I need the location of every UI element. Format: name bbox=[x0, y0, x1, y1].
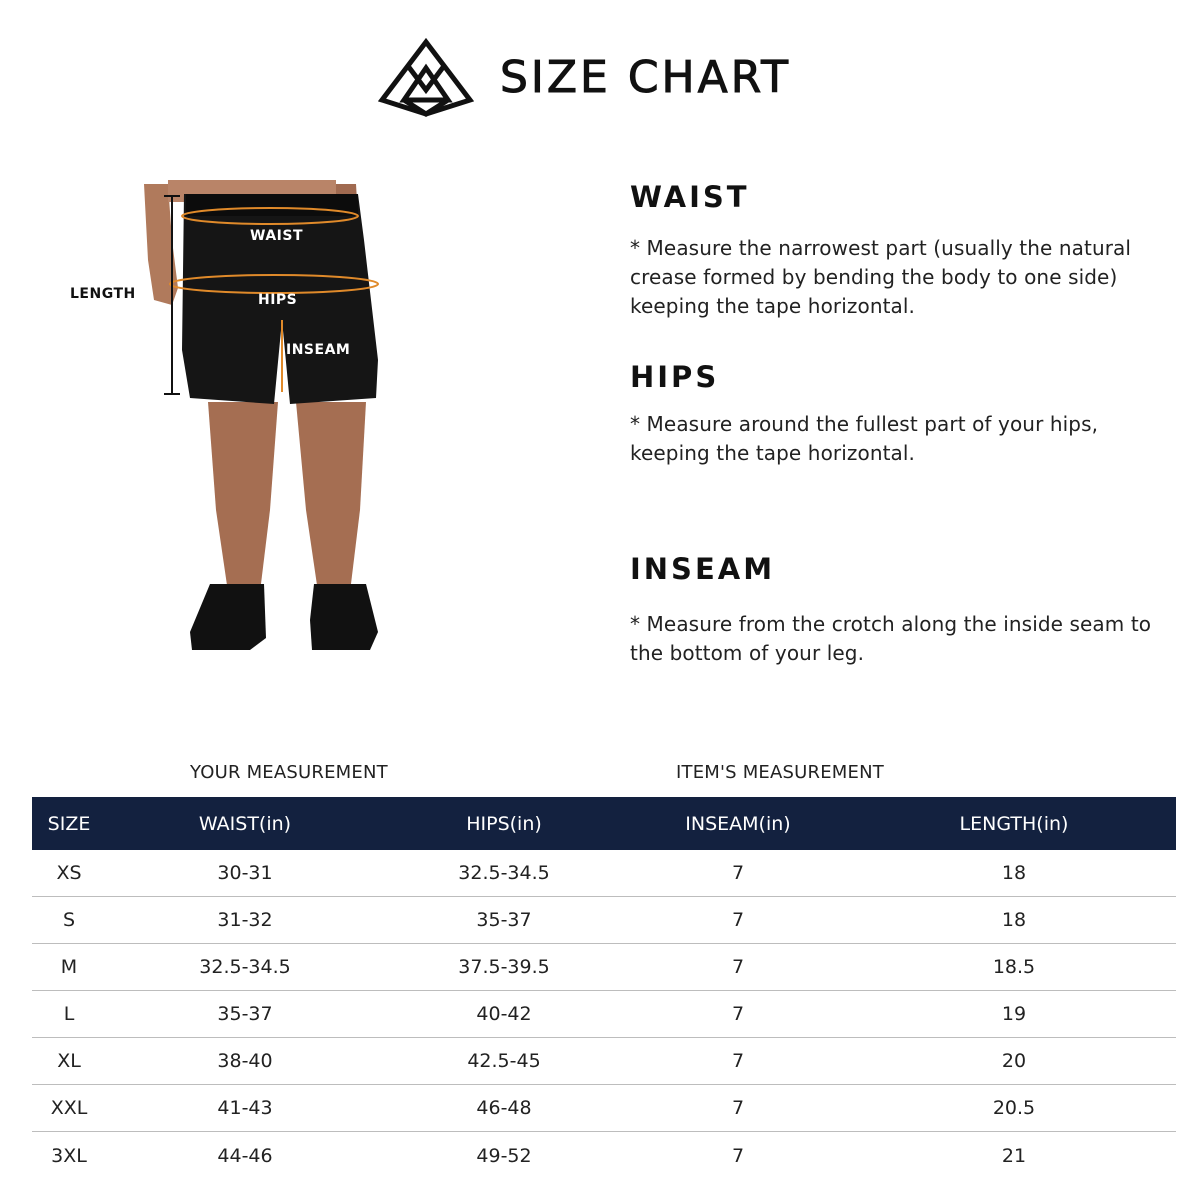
waist-heading: WAIST bbox=[630, 180, 750, 214]
brand-logo-icon bbox=[378, 38, 474, 118]
waist-cell: 30-31 bbox=[217, 862, 273, 884]
inseam-cell: 7 bbox=[731, 956, 745, 978]
waist-cell: 35-37 bbox=[217, 1003, 273, 1025]
inseam-description: * Measure from the crotch along the inside seam to the bottom of your leg. bbox=[630, 612, 1152, 665]
inseam-cell: 7 bbox=[731, 909, 745, 931]
size-cell: S bbox=[62, 909, 76, 931]
length-cell: 18.5 bbox=[992, 956, 1036, 978]
waist-label: WAIST bbox=[250, 228, 303, 244]
table-row bbox=[32, 897, 1176, 944]
length-cell: 20.5 bbox=[992, 1097, 1036, 1119]
hips-cell: 35-37 bbox=[476, 909, 532, 931]
size-cell: XS bbox=[56, 862, 82, 884]
hips-cell: 42.5-45 bbox=[467, 1050, 541, 1072]
hips-description: * Measure around the fullest part of your hips, keeping the tape horizontal. bbox=[630, 412, 1099, 465]
col-header-waist: WAIST(in) bbox=[198, 812, 292, 835]
page-title: SIZE CHART bbox=[500, 52, 791, 103]
hips-label: HIPS bbox=[258, 292, 298, 308]
table-row bbox=[32, 1132, 1176, 1179]
inseam-cell: 7 bbox=[731, 1144, 745, 1167]
length-cell: 18 bbox=[1001, 909, 1027, 931]
hips-cell: 40-42 bbox=[476, 1003, 532, 1025]
model-illustration bbox=[60, 180, 420, 670]
inseam-cell: 7 bbox=[731, 862, 745, 884]
table-header bbox=[32, 797, 1176, 850]
waist-cell: 38-40 bbox=[217, 1050, 273, 1072]
table-row bbox=[32, 991, 1176, 1038]
hips-cell: 32.5-34.5 bbox=[458, 862, 550, 884]
col-header-inseam: INSEAM(in) bbox=[685, 812, 791, 835]
length-cell: 19 bbox=[1001, 1003, 1027, 1025]
table-row bbox=[32, 944, 1176, 991]
shorts-measurement-figure bbox=[60, 180, 420, 670]
size-cell: XL bbox=[57, 1050, 81, 1072]
your-measurement-label: YOUR MEASUREMENT bbox=[190, 762, 388, 783]
size-cell: XXL bbox=[50, 1097, 88, 1119]
waist-cell: 41-43 bbox=[217, 1097, 273, 1119]
hips-heading: HIPS bbox=[630, 360, 720, 394]
hips-cell: 49-52 bbox=[476, 1144, 532, 1167]
length-cell: 20 bbox=[1001, 1050, 1027, 1072]
waist-description: * Measure the narrowest part (usually the natural crease formed by bending the body to one side) keeping the tape horizontal. bbox=[630, 236, 1132, 318]
inseam-cell: 7 bbox=[731, 1003, 745, 1025]
table-row bbox=[32, 1085, 1176, 1132]
size-cell: M bbox=[60, 956, 78, 978]
col-header-length: LENGTH(in) bbox=[959, 812, 1069, 835]
col-header-size: SIZE bbox=[47, 812, 91, 835]
items-measurement-label: ITEM'S MEASUREMENT bbox=[676, 762, 884, 783]
waist-cell: 44-46 bbox=[217, 1144, 273, 1167]
waist-cell: 31-32 bbox=[217, 909, 273, 931]
length-cell: 18 bbox=[1001, 862, 1027, 884]
size-cell: L bbox=[63, 1003, 75, 1025]
hips-cell: 37.5-39.5 bbox=[458, 956, 550, 978]
size-cell: 3XL bbox=[51, 1144, 87, 1167]
table-row bbox=[32, 1038, 1176, 1085]
inseam-heading: INSEAM bbox=[630, 552, 776, 586]
inseam-cell: 7 bbox=[731, 1097, 745, 1119]
size-table bbox=[32, 797, 1176, 1179]
waist-cell: 32.5-34.5 bbox=[199, 956, 291, 978]
hips-cell: 46-48 bbox=[476, 1097, 532, 1119]
length-label: LENGTH bbox=[70, 286, 136, 302]
inseam-label: INSEAM bbox=[286, 342, 351, 358]
col-header-hips: HIPS(in) bbox=[466, 812, 542, 835]
length-cell: 21 bbox=[1001, 1144, 1027, 1167]
inseam-cell: 7 bbox=[731, 1050, 745, 1072]
table-row bbox=[32, 850, 1176, 897]
